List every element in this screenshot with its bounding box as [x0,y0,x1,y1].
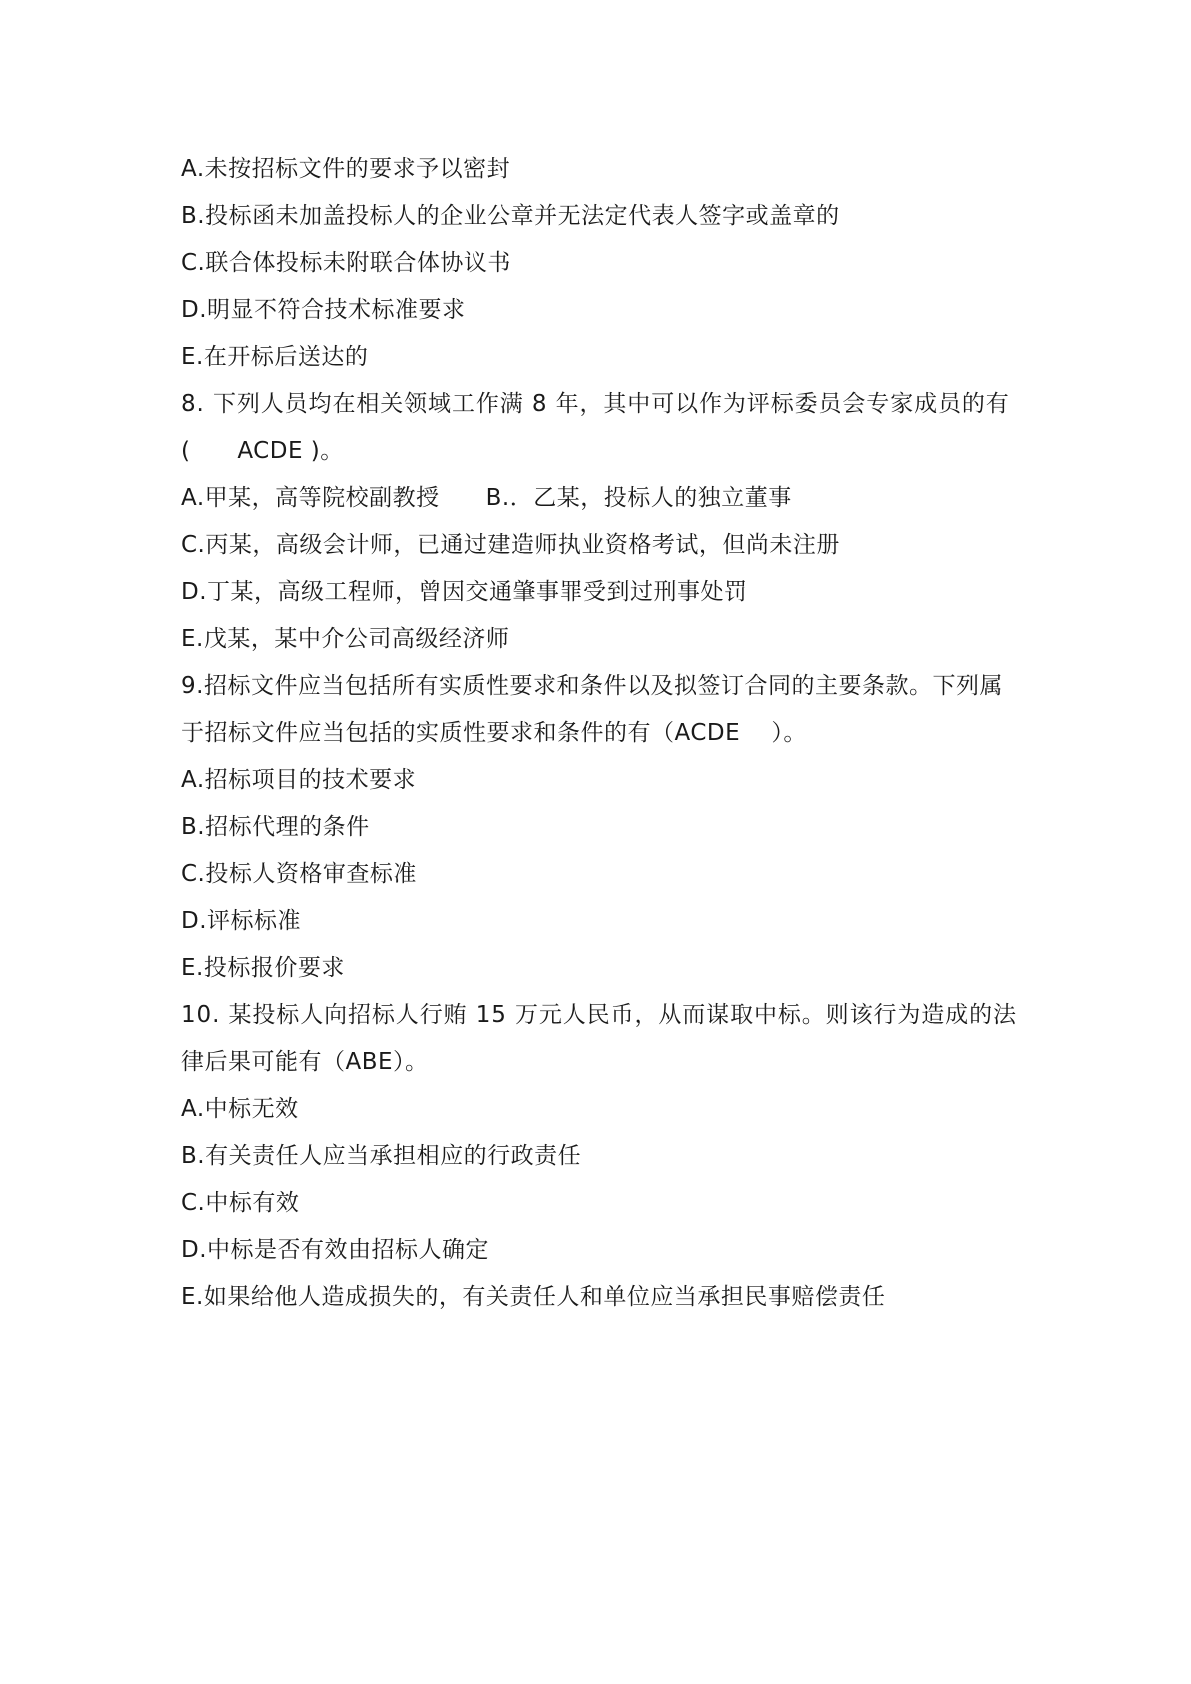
q8-stem-line-1: 8. 下列人员均在相关领域工作满 8 年，其中可以作为评标委员会专家成员的有 [181,391,1010,417]
q9-option-b: B.招标代理的条件 [181,814,370,840]
q7-option-b: B.投标函未加盖投标人的企业公章并无法定代表人签字或盖章的 [181,203,840,229]
q10-option-b: B.有关责任人应当承担相应的行政责任 [181,1143,582,1169]
q9-stem-line-1: 9.招标文件应当包括所有实质性要求和条件以及拟签订合同的主要条款。下列属 [181,673,1003,699]
q9-option-a: A.招标项目的技术要求 [181,767,417,793]
q9-stem-line-2: 于招标文件应当包括的实质性要求和条件的有（ACDE ）。 [181,720,807,746]
q7-option-d: D.明显不符合技术标准要求 [181,297,466,323]
q10-option-e: E.如果给他人造成损失的，有关责任人和单位应当承担民事赔偿责任 [181,1284,886,1310]
q8-option-row-ab [181,475,1021,522]
q9-option-d: D.评标标准 [181,908,302,934]
q10-option-c: C.中标有效 [181,1190,300,1216]
q10-option-a: A.中标无效 [181,1096,299,1122]
q8-option-a: A.甲某，高等院校副教授 [181,485,440,511]
q8-option-c: C.丙某，高级会计师，已通过建造师执业资格考试，但尚未注册 [181,532,840,558]
q10-stem-line-1: 10. 某投标人向招标人行贿 15 万元人民币，从而谋取中标。则该行为造成的法 [181,1002,1017,1028]
q7-option-c: C.联合体投标未附联合体协议书 [181,250,511,276]
q10-option-d: D.中标是否有效由招标人确定 [181,1237,490,1263]
q10-stem-line-2: 律后果可能有（ABE）。 [181,1049,429,1075]
q7-option-e: E.在开标后送达的 [181,344,369,370]
q8-option-d: D.丁某，高级工程师，曾因交通肇事罪受到过刑事处罚 [181,579,748,605]
q8-stem-line-2: ( ACDE )。 [181,438,344,464]
document-body [181,146,1021,1321]
q8-option-b: B.．乙某，投标人的独立董事 [485,485,792,511]
q7-option-a: A.未按招标文件的要求予以密封 [181,156,511,182]
q9-option-c: C.投标人资格审查标准 [181,861,417,887]
q8-option-e: E.戊某，某中介公司高级经济师 [181,626,510,652]
q9-option-e: E.投标报价要求 [181,955,345,981]
